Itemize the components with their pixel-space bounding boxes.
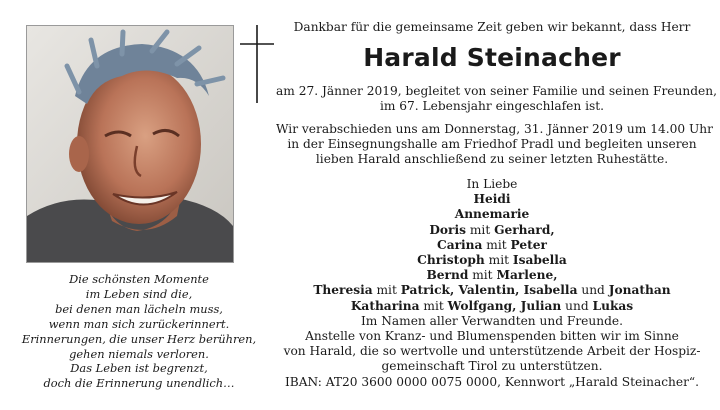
poem-line: Erinnerungen, die unser Herz berühren, bbox=[21, 331, 257, 346]
funeral-details bbox=[276, 122, 713, 168]
funeral-line: lieben Harald anschließend zu seiner letzten Ruhestätte. bbox=[315, 152, 669, 167]
poem-line: bei denen man lächeln muss, bbox=[55, 301, 223, 316]
mourners-closing: Im Namen aller Verwandten und Freunde. bbox=[360, 313, 623, 328]
memorial-poem bbox=[10, 272, 268, 391]
intro-line: Dankbar für die gemeinsame Zeit geben wir bekannt, dass Herr bbox=[293, 20, 691, 34]
donation-line: Anstelle von Kranz- und Blumenspenden bitten wir im Sinne bbox=[305, 329, 679, 343]
mourner-name: Katharina bbox=[350, 298, 420, 313]
deceased-name: Harald Steinacher bbox=[363, 43, 621, 72]
death-notice-line: im 67. Lebensjahr eingeschlafen ist. bbox=[379, 99, 605, 114]
death-notice-line: am 27. Jänner 2019, begleitet von seiner Familie und seinen Freunden, bbox=[276, 84, 717, 98]
mourner-connector: mit bbox=[482, 237, 511, 252]
poem-line: wenn man sich zurückerinnert. bbox=[48, 316, 230, 331]
mourner-name: Heidi bbox=[473, 192, 511, 207]
mourner-connector: mit bbox=[465, 222, 495, 237]
mourner-line bbox=[276, 192, 708, 207]
mourner-name: Peter bbox=[510, 237, 547, 252]
mourner-name: Theresia bbox=[313, 283, 373, 298]
mourners-list bbox=[276, 177, 708, 329]
cross-icon bbox=[240, 25, 274, 103]
mourner-name: Isabella bbox=[512, 253, 567, 268]
mourner-name: Carina bbox=[437, 237, 483, 252]
donation-line: IBAN: AT20 3600 0000 0075 0000, Kennwort „Harald Steinacher“. bbox=[284, 374, 700, 389]
donation-line: gemeinschaft Tirol zu unterstützen. bbox=[381, 359, 603, 374]
mourner-name: Patrick, Valentin, Isabella bbox=[400, 283, 578, 298]
mourner-line bbox=[276, 268, 708, 283]
donation-request bbox=[276, 329, 708, 390]
mourner-name: Christoph bbox=[417, 253, 485, 268]
funeral-line: in der Einsegnungshalle am Friedhof Pradl und begleiten unseren bbox=[287, 137, 697, 152]
mourner-line bbox=[276, 253, 708, 268]
funeral-line: Wir verabschieden uns am Donnerstag, 31. Jänner 2019 um 14.00 Uhr bbox=[276, 122, 713, 136]
donation-line: von Harald, die so wertvolle und unterstützende Arbeit der Hospiz- bbox=[283, 344, 701, 359]
mourner-connector: mit bbox=[484, 253, 513, 268]
mourner-line bbox=[276, 238, 708, 253]
mourner-name: Wolfgang, Julian bbox=[447, 298, 562, 313]
portrait-image bbox=[27, 26, 233, 262]
mourner-name: Annemarie bbox=[454, 207, 530, 222]
poem-line: doch die Erinnerung unendlich… bbox=[43, 376, 235, 391]
death-notice bbox=[276, 84, 717, 114]
mourner-connector: mit bbox=[372, 283, 401, 298]
mourner-connector: mit bbox=[419, 298, 448, 313]
mourner-name: Lukas bbox=[592, 298, 634, 313]
mourner-line bbox=[276, 223, 708, 238]
mourner-name: Jonathan bbox=[608, 283, 671, 298]
mourner-connector: und bbox=[561, 298, 593, 313]
mourner-name: Doris bbox=[429, 222, 466, 237]
portrait-photo bbox=[26, 25, 234, 263]
mourner-line bbox=[276, 207, 708, 222]
mourner-connector: mit bbox=[468, 268, 497, 283]
mourner-lines bbox=[276, 192, 708, 314]
poem-line: gehen niemals verloren. bbox=[69, 346, 209, 361]
mourner-name: Gerhard, bbox=[494, 222, 555, 237]
poem-line: Das Leben ist begrenzt, bbox=[70, 361, 208, 376]
mourner-line bbox=[276, 283, 708, 298]
mourner-line bbox=[276, 299, 708, 314]
poem-line: im Leben sind die, bbox=[85, 286, 193, 301]
mourner-connector: und bbox=[577, 283, 609, 298]
mourner-name: Bernd bbox=[426, 268, 469, 283]
mourner-name: Marlene, bbox=[496, 268, 558, 283]
mourners-heading: In Liebe bbox=[466, 177, 518, 191]
poem-line: Die schönsten Momente bbox=[69, 272, 209, 286]
